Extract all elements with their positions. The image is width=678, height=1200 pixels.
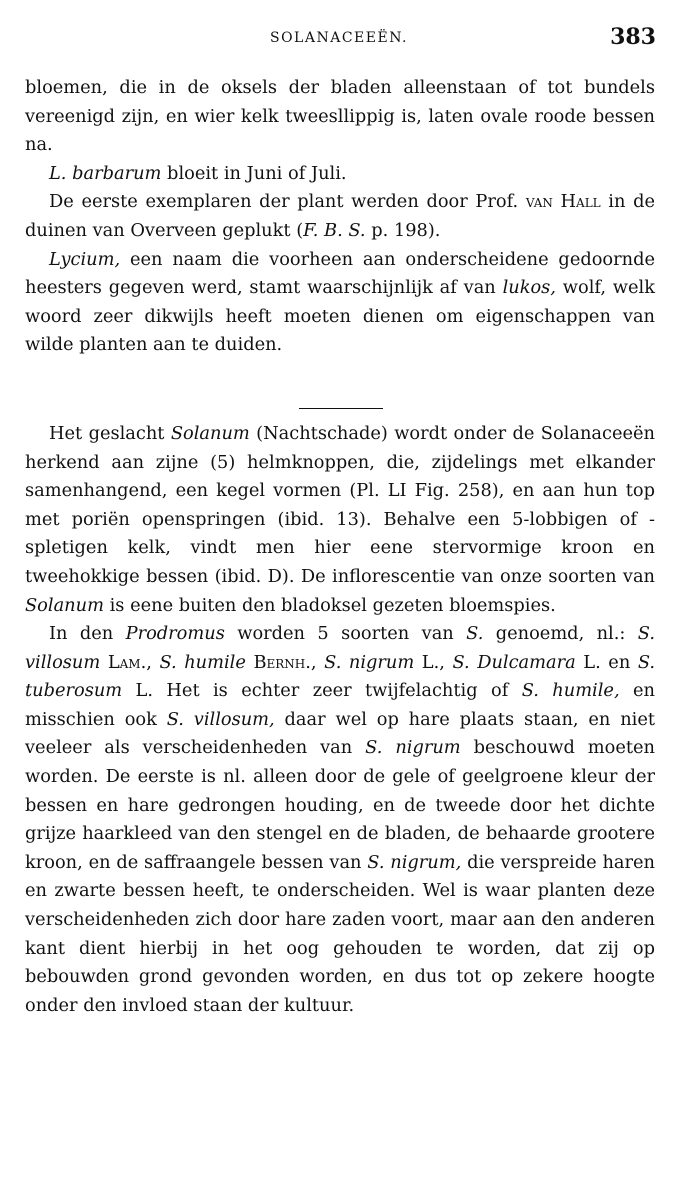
text-run: (Nachtschade) wordt onder de Solanaceeën herkend aan zijne (5) helmknoppen, die, zijdelings met elkander samenhangend, een kegel vormen (Pl. LI Fig. 258), en aan hun top met poriën openspringen (ibid. 13). Behalve een 5-lobbigen of -spletigen kelk, vindt men hier eene stervormige kroon en tweehokkige bessen (ibid. D). De inflorescentie van onze soorten van (25, 422, 655, 587)
text-run: worden 5 soorten van (224, 623, 467, 645)
italic-text: S. (466, 623, 484, 645)
paragraph (25, 188, 655, 245)
italic-text: L. barbarum (49, 162, 162, 184)
italic-text: S. tuberosum (25, 651, 656, 702)
italic-text: S. Dulcamara (452, 651, 576, 673)
text-run: bloeit in Juni of Juli. (161, 162, 347, 184)
text-run: beschouwd moeten worden. De eerste is nl. alleen door de gele of geelgroene kleur der bessen en hare gedrongen houding, en de tweede door het dichte grijze haarkleed van den stengel en de bladen, de behaarde grootere kroon, en de saffraangele bessen van (25, 737, 655, 873)
paragraph (25, 246, 655, 360)
text-run: een naam die voorheen aan onderscheidene gedoornde heesters gegeven werd, stamt waarschijnlijk af van (25, 248, 655, 299)
italic-text: Lycium, (49, 248, 121, 270)
small-caps-text: van Hall (525, 191, 601, 213)
italic-text: S. humile, (521, 680, 620, 702)
page-number: 383 (610, 24, 656, 50)
paragraph (25, 160, 655, 189)
text-run: , (310, 651, 325, 673)
italic-text: S. nigrum, (367, 851, 462, 873)
text-run: p. 198). (365, 219, 441, 241)
page-header (0, 22, 678, 62)
text-run: is eene buiten den bladoksel gezeten bloemspies. (103, 594, 556, 616)
italic-text: Prodromus (125, 623, 225, 645)
italic-text: S. humile (159, 651, 246, 673)
text-run: L. Het is echter zeer twijfelachtig of (122, 680, 522, 702)
text-run: bloemen, die in de oksels der bladen alleenstaan of tot bundels vereenigd zijn, en wier kelk tweesllippig is, laten ovale roode bessen na. (25, 77, 655, 156)
italic-text: S. villosum (25, 623, 655, 673)
text-run: In den (49, 623, 126, 645)
text-run: Het geslacht (49, 422, 171, 444)
text-run: die verspreide haren en zwarte bessen heeft, te onderscheiden. Wel is waar planten deze verscheidenheden zich door hare zaden voort, maar aan den anderen kant dient hierbij in het oog gehouden te worden, dat zij op bebouwden grond gevonden worden, en dus tot op zekere hoogte onder den invloed staan der kultuur. (25, 851, 655, 1016)
small-caps-text: Bernh. (253, 651, 311, 673)
paragraph (25, 74, 655, 160)
small-caps-text: Lam. (107, 651, 147, 673)
text-run: De eerste exemplaren der plant werden door Prof. (49, 191, 526, 213)
body-text (25, 74, 655, 1020)
italic-text: F. B. S. (303, 219, 366, 241)
paragraph (25, 620, 655, 1020)
text-run: en misschien ook (25, 680, 655, 730)
italic-text: S. nigrum (365, 737, 461, 759)
text-run: L. en (575, 651, 638, 673)
text-run: , (146, 651, 160, 673)
italic-text: S. villosum, (166, 708, 275, 730)
italic-text: lukos, (502, 277, 556, 299)
italic-text: Solanum (170, 422, 250, 444)
section-divider (299, 408, 383, 409)
text-run: L., (414, 651, 453, 673)
text-run (100, 652, 108, 673)
running-title: SOLANACEEËN. (269, 30, 408, 46)
italic-text: S. nigrum (324, 651, 415, 673)
text-run: wolf, welk woord zeer dikwijls heeft moeten dienen om eigenschappen van wilde planten aan te duiden. (25, 277, 655, 356)
paragraph (25, 420, 655, 620)
text-run: daar wel op hare plaats staan, en niet veeleer als verscheidenheden van (25, 708, 656, 759)
text-run: in de duinen van Overveen geplukt ( (25, 191, 656, 241)
text-run: genoemd, nl.: (483, 623, 638, 645)
italic-text: Solanum (25, 594, 104, 616)
